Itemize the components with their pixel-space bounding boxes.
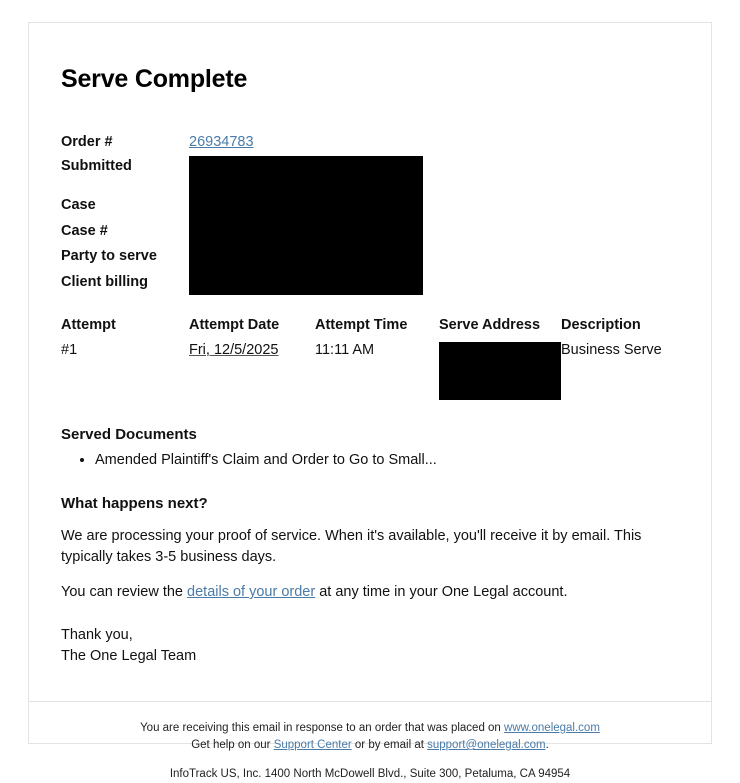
footer-line-1 [49, 720, 691, 737]
review-order-paragraph [61, 582, 679, 603]
served-documents-list [61, 449, 679, 471]
table-row [61, 154, 679, 179]
case-number-label: Case # [61, 223, 108, 240]
attempt-cell: #1 [61, 342, 78, 358]
page-title: Serve Complete [61, 65, 248, 93]
footer-line-2 [49, 737, 691, 754]
attempt-time-header: Attempt Time [315, 317, 408, 333]
table-row [61, 130, 679, 154]
company-address: InfoTrack US, Inc. 1400 North McDowell Blvd., Suite 300, Petaluma, CA 94954 [169, 768, 571, 780]
description-cell: Business Serve [561, 342, 662, 358]
support-center-link[interactable]: Support Center [273, 739, 352, 751]
serve-address-cell [439, 337, 561, 400]
redaction-block-icon [189, 156, 423, 295]
description-header: Description [561, 317, 641, 333]
attempt-date-cell: Fri, 12/5/2025 [189, 342, 279, 358]
redaction-block-icon [439, 342, 561, 400]
review-prefix-text: You can review the [61, 584, 188, 600]
served-documents-heading: Served Documents [61, 426, 197, 443]
redacted-details-cell [189, 154, 679, 295]
submitted-label: Submitted [61, 158, 132, 174]
table-header-row [61, 317, 679, 337]
attempt-table [61, 317, 679, 400]
email-body [29, 23, 711, 667]
email-card [28, 22, 712, 780]
serve-address-header: Serve Address [439, 317, 541, 333]
footer-line-2-middle: or by email at [351, 739, 428, 751]
support-email-link[interactable]: support@onelegal.com [427, 739, 546, 751]
case-label: Case [61, 197, 96, 214]
client-billing-label: Client billing [61, 273, 148, 290]
onelegal-website-link[interactable]: www.onelegal.com [504, 722, 600, 734]
review-suffix-text: at any time in your One Legal account. [315, 584, 568, 600]
attempt-date-header: Attempt Date [189, 317, 280, 333]
footer-line-2-suffix: . [545, 739, 549, 751]
signoff-line-1: Thank you, [61, 627, 133, 643]
what-happens-next-heading: What happens next? [61, 495, 208, 512]
attempt-time-cell: 11:11 AM [315, 342, 375, 358]
list-item: • Amended Plaintiff's Claim and Order to Go to Small... [95, 449, 679, 471]
processing-paragraph: We are processing your proof of service. When it's available, you'll receive it by email. This typically takes 3-5 business days. [61, 528, 642, 565]
order-number-label: Order # [61, 134, 113, 150]
order-details-table [61, 130, 679, 295]
signoff [61, 625, 679, 667]
order-details-link[interactable]: details of your order [187, 584, 316, 600]
party-to-serve-label: Party to serve [61, 248, 157, 265]
order-number-value-cell [189, 130, 679, 154]
table-row [61, 337, 679, 400]
footer-line-1-prefix: You are receiving this email in response to an order that was placed on [140, 722, 505, 734]
signoff-line-2: The One Legal Team [61, 648, 197, 664]
footer-line-2-prefix: Get help on our [191, 739, 274, 751]
order-number-link[interactable]: 26934783 [189, 134, 254, 150]
email-footer [29, 702, 711, 783]
attempt-header: Attempt [61, 317, 116, 333]
